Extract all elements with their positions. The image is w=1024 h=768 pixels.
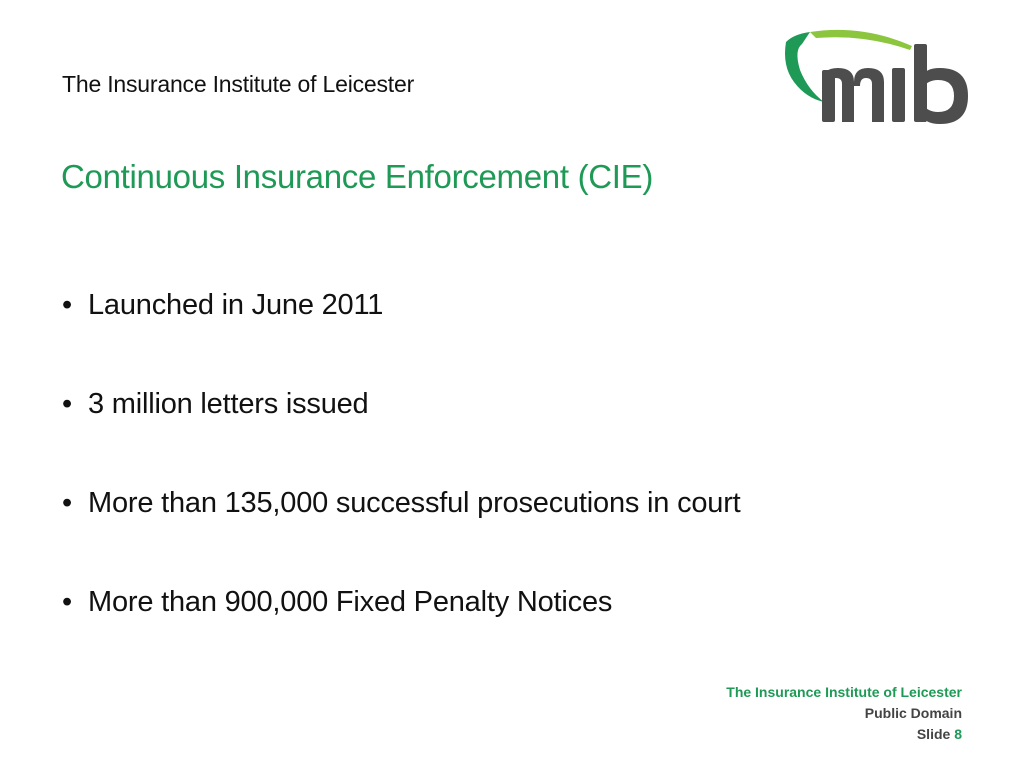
slide-title: Continuous Insurance Enforcement (CIE) bbox=[61, 158, 654, 195]
bullet-item bbox=[62, 481, 741, 580]
header-organization: The Insurance Institute of Leicester bbox=[62, 71, 415, 97]
bullet-text: 3 million letters issued bbox=[88, 388, 369, 420]
bullet-dot: • bbox=[62, 388, 72, 420]
bullet-item bbox=[62, 580, 741, 679]
footer-classification: Public Domain bbox=[864, 705, 962, 721]
bullet-item bbox=[62, 283, 741, 382]
bullet-text: More than 900,000 Fixed Penalty Notices bbox=[88, 586, 613, 618]
bullet-text: Launched in June 2011 bbox=[88, 289, 384, 321]
logo-arc-dark bbox=[785, 32, 824, 102]
bullet-list bbox=[62, 283, 741, 679]
footer-slide-indicator bbox=[726, 724, 962, 745]
mib-logo bbox=[772, 26, 976, 130]
bullet-dot: • bbox=[62, 487, 72, 519]
bullet-item bbox=[62, 382, 741, 481]
bullet-text: More than 135,000 successful prosecutions in court bbox=[88, 487, 741, 519]
bullet-dot: • bbox=[62, 289, 72, 321]
logo-arc-light bbox=[810, 30, 912, 50]
bullet-dot: • bbox=[62, 586, 72, 618]
footer-slide-label: Slide bbox=[916, 726, 951, 742]
footer-slide-number: 8 bbox=[954, 726, 962, 742]
slide-footer bbox=[726, 682, 962, 745]
logo-letters bbox=[822, 44, 968, 124]
footer-organization: The Insurance Institute of Leicester bbox=[726, 684, 962, 700]
